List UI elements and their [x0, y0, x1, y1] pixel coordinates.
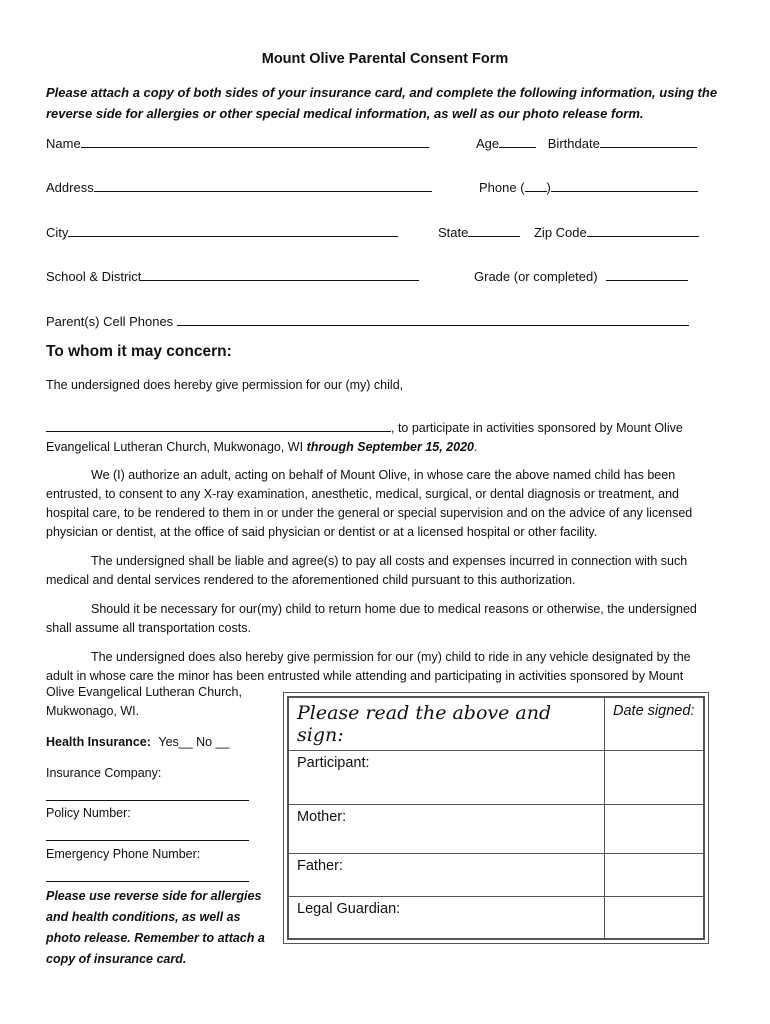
grade-row: [474, 268, 688, 284]
state-label: State: [438, 225, 469, 240]
concern-heading: To whom it may concern:: [46, 343, 232, 360]
emergency-phone-label: Emergency Phone Number:: [46, 847, 201, 861]
school-label: School & District: [46, 269, 142, 284]
vehicle-paragraph-line3: Olive Evangelical Lutheran Church,: [46, 685, 242, 699]
mother-signature-cell[interactable]: Mother:: [289, 805, 605, 854]
mother-date-cell[interactable]: [605, 805, 704, 854]
phone-field[interactable]: [551, 179, 698, 192]
name-row: [46, 135, 429, 151]
insurance-company-field[interactable]: [46, 800, 249, 801]
permission-paragraph: The undersigned does hereby give permission for our (my) child,: [46, 378, 404, 392]
signature-table: [288, 697, 704, 939]
city-row: [46, 224, 398, 240]
vehicle-paragraph-line4: Mukwonago, WI.: [46, 704, 140, 718]
guardian-signature-cell[interactable]: Legal Guardian:: [289, 897, 605, 939]
state-zip-row: [438, 224, 699, 240]
phone-row: [479, 179, 698, 195]
health-insurance-row: [46, 735, 230, 749]
school-row: [46, 268, 419, 284]
cell-label: Parent(s) Cell Phones: [46, 314, 174, 329]
grade-label: Grade (or completed): [474, 269, 598, 284]
signature-box: [283, 692, 709, 944]
table-row: [289, 805, 704, 854]
participant-signature-cell[interactable]: Participant:: [289, 751, 605, 805]
age-birthdate-row: [476, 135, 697, 151]
address-label: Address: [46, 180, 94, 195]
policy-number-label: Policy Number:: [46, 806, 131, 820]
period-text: .: [473, 440, 478, 454]
participant-date-cell[interactable]: [605, 751, 704, 805]
birthdate-field[interactable]: [600, 135, 697, 148]
city-label: City: [46, 225, 69, 240]
authorization-paragraph: We (I) authorize an adult, acting on behalf of Mount Olive, in whose care the above named child has been entrusted, to consent to any X-ray examination, anesthetic, medical, surgical, or dental diagnosis or treatment, and hospital care, to be rendered to them in or under the general or special supervision and on the advice of any licensed physician or dentist, at the office of said physician or dentist or at a licensed hospital or other facility.: [46, 468, 693, 539]
participation-text: , to participate in activities sponsored by Mount Olive: [391, 421, 683, 435]
city-field[interactable]: [68, 224, 398, 237]
health-insurance-options[interactable]: Yes__ No __: [158, 735, 230, 749]
emergency-phone-field[interactable]: [46, 881, 249, 882]
age-field[interactable]: [499, 135, 536, 148]
transportation-paragraph: Should it be necessary for our(my) child to return home due to medical reasons or otherwise, the undersigned shall assume all transportation costs.: [46, 602, 697, 635]
table-row: [289, 751, 704, 805]
address-row: [46, 179, 432, 195]
birthdate-label: Birthdate: [547, 136, 600, 151]
table-row: [289, 897, 704, 939]
participation-paragraph: [46, 419, 711, 457]
policy-number-field[interactable]: [46, 840, 249, 841]
zip-label: Zip Code: [533, 225, 587, 240]
address-field[interactable]: [94, 179, 432, 192]
cell-field[interactable]: [177, 313, 689, 326]
guardian-date-cell[interactable]: [605, 897, 704, 939]
church-text: Evangelical Lutheran Church, Mukwonago, WI: [46, 440, 307, 454]
father-date-cell[interactable]: [605, 854, 704, 897]
form-intro: Please attach a copy of both sides of your insurance card, and complete the following information, using the reverse side for allergies or other special medical information, as well as our photo release form.: [46, 85, 718, 121]
signature-header: Please read the above and sign:: [289, 698, 605, 751]
liability-paragraph: The undersigned shall be liable and agree(s) to pay all costs and expenses incurred in connection with such medical and dental services rendered to the aforementioned child pursuant to this authorization.: [46, 554, 688, 587]
cell-row: [46, 313, 689, 329]
phone-close-label: ): [546, 180, 551, 195]
school-field[interactable]: [141, 268, 419, 281]
age-label: Age: [476, 136, 500, 151]
child-name-field[interactable]: [46, 419, 391, 432]
reverse-side-note: Please use reverse side for allergies and health conditions, as well as photo release. Remember to attach a copy of insurance card.: [46, 889, 265, 966]
father-signature-cell[interactable]: Father:: [289, 854, 605, 897]
zip-field[interactable]: [587, 224, 699, 237]
signature-table-frame: [287, 696, 705, 940]
form-title: Mount Olive Parental Consent Form: [261, 51, 509, 67]
signature-header-row: [289, 698, 704, 751]
grade-field[interactable]: [606, 268, 688, 281]
through-date: through September 15, 2020: [306, 440, 474, 454]
table-row: [289, 854, 704, 897]
insurance-company-label: Insurance Company:: [46, 766, 162, 780]
state-field[interactable]: [468, 224, 520, 237]
vehicle-paragraph: The undersigned does also hereby give permission for our (my) child to ride in any vehicle designated by the adult in whose care the minor has been entrusted while attending and participating in activities sponsored by Mount: [46, 650, 691, 683]
name-field[interactable]: [81, 135, 429, 148]
phone-label: Phone (: [479, 180, 525, 195]
health-insurance-label: Health Insurance:: [46, 735, 151, 749]
name-label: Name: [46, 136, 81, 151]
date-signed-header: Date signed:: [605, 698, 704, 751]
phone-area-field[interactable]: [525, 179, 547, 192]
